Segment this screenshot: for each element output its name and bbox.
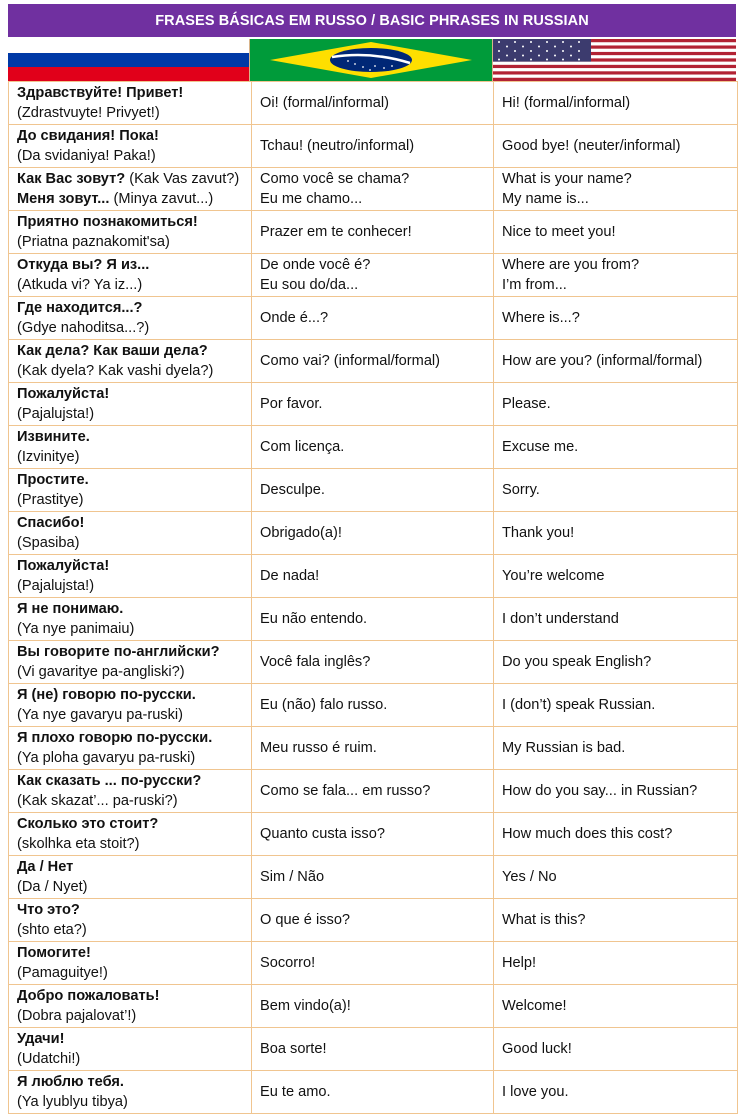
russian-phrase	[17, 1072, 243, 1092]
portuguese-cell	[252, 168, 494, 211]
russian-phrase	[17, 83, 243, 103]
portuguese-phrase: Onde é...?	[260, 310, 329, 326]
table-row	[9, 684, 738, 727]
russian-romanization	[17, 662, 243, 682]
english-phrase: Nice to meet you!	[502, 224, 616, 240]
table-row	[9, 641, 738, 684]
russian-phrase-text: Пожалуйста!	[17, 558, 110, 574]
russia-flag-icon	[8, 39, 250, 81]
english-cell	[494, 684, 738, 727]
portuguese-phrase: Obrigado(a)!	[260, 525, 342, 541]
portuguese-phrase: Eu me chamo...	[260, 191, 363, 207]
english-cell	[494, 1071, 738, 1114]
russian-romanization-text: (Da svidaniya! Paka!)	[17, 148, 156, 164]
english-cell	[494, 641, 738, 684]
russian-cell	[9, 727, 252, 770]
portuguese-phrase: Prazer em te conhecer!	[260, 224, 412, 240]
russian-cell	[9, 684, 252, 727]
portuguese-phrase: Como vai? (informal/formal)	[260, 353, 441, 369]
table-row	[9, 555, 738, 598]
english-phrase: I (don’t) speak Russian.	[502, 697, 656, 713]
russian-phrase-text: Откуда вы? Я из...	[17, 257, 150, 273]
russian-romanization	[17, 834, 243, 854]
russian-phrase	[17, 599, 243, 619]
portuguese-cell	[252, 641, 494, 684]
russian-phrase-text: Спасибо!	[17, 515, 85, 531]
russian-romanization	[17, 748, 243, 768]
russian-phrase-text: Что это?	[17, 902, 80, 918]
portuguese-phrase: Eu sou do/da...	[260, 277, 359, 293]
russian-romanization-text: (Atkuda vi? Ya iz...)	[17, 277, 143, 293]
table-row	[9, 1071, 738, 1114]
russian-phrase-text: Добро пожаловать!	[17, 988, 160, 1004]
russian-phrase-text: Я плохо говорю по-русски.	[17, 730, 213, 746]
portuguese-cell	[252, 426, 494, 469]
portuguese-cell	[252, 1071, 494, 1114]
english-phrase: Welcome!	[502, 998, 567, 1014]
portuguese-cell	[252, 899, 494, 942]
english-cell	[494, 125, 738, 168]
russian-cell	[9, 82, 252, 125]
russian-romanization-text: (Pajalujsta!)	[17, 578, 95, 594]
english-cell	[494, 297, 738, 340]
portuguese-cell	[252, 211, 494, 254]
russian-phrase	[17, 513, 243, 533]
portuguese-cell	[252, 512, 494, 555]
page-title: FRASES BÁSICAS EM RUSSO / BASIC PHRASES IN RUSSIAN	[8, 4, 736, 37]
portuguese-cell	[252, 856, 494, 899]
table-row	[9, 813, 738, 856]
english-cell	[494, 985, 738, 1028]
portuguese-phrase: Sim / Não	[260, 869, 325, 885]
russian-romanization	[17, 920, 243, 940]
russian-romanization-text: (Kak dyela? Kak vashi dyela?)	[17, 363, 214, 379]
russian-phrase-text: До свидания! Пока!	[17, 128, 159, 144]
russian-phrase-text: Простите.	[17, 472, 89, 488]
russian-phrase	[17, 857, 243, 877]
english-phrase: I love you.	[502, 1084, 569, 1100]
portuguese-phrase: Quanto custa isso?	[260, 826, 385, 842]
russian-cell	[9, 899, 252, 942]
portuguese-cell	[252, 340, 494, 383]
russian-phrase-text: Я (не) говорю по-русски.	[17, 687, 196, 703]
russian-romanization	[17, 576, 243, 596]
russian-cell	[9, 598, 252, 641]
russian-romanization-text: (Ya ploha gavaryu pa-ruski)	[17, 750, 196, 766]
russian-phrase-text: Я люблю тебя.	[17, 1074, 124, 1090]
english-cell	[494, 727, 738, 770]
portuguese-cell	[252, 125, 494, 168]
russian-cell	[9, 168, 252, 211]
russian-romanization-inline: (Kak Vas zavut?)	[125, 171, 240, 187]
russian-cell	[9, 813, 252, 856]
russian-cell	[9, 770, 252, 813]
russian-cell	[9, 641, 252, 684]
table-row	[9, 942, 738, 985]
russian-cell	[9, 211, 252, 254]
russian-romanization-text: (Pamaguitye!)	[17, 965, 108, 981]
russian-romanization-text: (Prastitye)	[17, 492, 84, 508]
russian-romanization-inline: (Minya zavut...)	[109, 191, 214, 207]
english-phrase: Good luck!	[502, 1041, 572, 1057]
russian-romanization-text: (Zdrastvuyte! Privyet!)	[17, 105, 160, 121]
portuguese-phrase: Meu russo é ruim.	[260, 740, 377, 756]
flag-header-row	[8, 39, 736, 81]
english-cell	[494, 856, 738, 899]
russian-romanization-text: (Udatchi!)	[17, 1051, 81, 1067]
english-cell	[494, 168, 738, 211]
portuguese-phrase: Por favor.	[260, 396, 323, 412]
table-row	[9, 598, 738, 641]
english-cell	[494, 512, 738, 555]
russian-romanization	[17, 447, 243, 467]
russian-romanization-text: (Pajalujsta!)	[17, 406, 95, 422]
russian-romanization-text: (Gdye nahoditsa...?)	[17, 320, 150, 336]
russian-romanization-text: (Dobra pajalovat’!)	[17, 1008, 137, 1024]
table-row	[9, 899, 738, 942]
table-row	[9, 383, 738, 426]
russian-romanization-text: (Spasiba)	[17, 535, 80, 551]
russian-phrase	[17, 1029, 243, 1049]
english-phrase: What is this?	[502, 912, 586, 928]
english-cell	[494, 82, 738, 125]
portuguese-phrase: De nada!	[260, 568, 320, 584]
table-row	[9, 856, 738, 899]
russian-phrase-text: Удачи!	[17, 1031, 65, 1047]
portuguese-cell	[252, 942, 494, 985]
english-phrase: Sorry.	[502, 482, 540, 498]
table-row	[9, 82, 738, 125]
russian-romanization	[17, 490, 243, 510]
russian-romanization	[17, 103, 243, 123]
table-row	[9, 770, 738, 813]
russian-romanization	[17, 1006, 243, 1026]
portuguese-phrase: Como se fala... em russo?	[260, 783, 431, 799]
russian-phrase	[17, 427, 243, 447]
russian-phrase-text: Сколько это стоит?	[17, 816, 159, 832]
portuguese-phrase: Socorro!	[260, 955, 316, 971]
russian-phrase-text: Как сказать ... по-русски?	[17, 773, 202, 789]
english-phrase: My Russian is bad.	[502, 740, 626, 756]
russian-cell	[9, 383, 252, 426]
russian-phrase	[17, 298, 243, 318]
russian-cell	[9, 426, 252, 469]
portuguese-phrase: Bem vindo(a)!	[260, 998, 351, 1014]
english-phrase: Help!	[502, 955, 537, 971]
russian-romanization	[17, 791, 243, 811]
portuguese-phrase: Tchau! (neutro/informal)	[260, 138, 415, 154]
russian-romanization-text: (Ya nye panimaiu)	[17, 621, 135, 637]
table-row	[9, 211, 738, 254]
russian-cell	[9, 555, 252, 598]
portuguese-cell	[252, 1028, 494, 1071]
russian-romanization	[17, 877, 243, 897]
portuguese-cell	[252, 727, 494, 770]
russian-cell	[9, 297, 252, 340]
english-phrase: Hi! (formal/informal)	[502, 95, 631, 111]
russian-romanization	[17, 404, 243, 424]
portuguese-phrase: Boa sorte!	[260, 1041, 327, 1057]
russian-phrase-text: Пожалуйста!	[17, 386, 110, 402]
russian-romanization-text: (Da / Nyet)	[17, 879, 88, 895]
table-row	[9, 254, 738, 297]
russian-romanization-text: (Izvinitye)	[17, 449, 80, 465]
russian-cell	[9, 340, 252, 383]
portuguese-cell	[252, 297, 494, 340]
russian-romanization-text: (Priatna paznakomit'sa)	[17, 234, 170, 250]
english-phrase: Good bye! (neuter/informal)	[502, 138, 681, 154]
russian-romanization-text: (Kak skazat’... pa-ruski?)	[17, 793, 178, 809]
english-cell	[494, 469, 738, 512]
russian-phrase	[17, 685, 243, 705]
russian-romanization	[17, 705, 243, 725]
english-cell	[494, 383, 738, 426]
portuguese-cell	[252, 82, 494, 125]
russian-phrase	[17, 814, 243, 834]
portuguese-cell	[252, 469, 494, 512]
portuguese-cell	[252, 598, 494, 641]
russian-romanization	[17, 146, 243, 166]
russian-phrase-text: Как Вас зовут?	[17, 171, 126, 187]
portuguese-phrase: O que é isso?	[260, 912, 351, 928]
english-phrase: Where is...?	[502, 310, 580, 326]
russian-romanization	[17, 533, 243, 553]
russian-phrase-text: Как дела? Как ваши дела?	[17, 343, 208, 359]
table-row	[9, 469, 738, 512]
russian-romanization-text: (Vi gavaritye pa-angliski?)	[17, 664, 185, 680]
english-cell	[494, 555, 738, 598]
russian-romanization	[17, 619, 243, 639]
phrases-table-body	[9, 82, 738, 1114]
russian-romanization	[17, 189, 243, 209]
table-row	[9, 168, 738, 211]
russian-phrase-text: Извините.	[17, 429, 90, 445]
table-row	[9, 426, 738, 469]
russian-cell	[9, 856, 252, 899]
russian-romanization	[17, 1092, 243, 1112]
russian-phrase	[17, 642, 243, 662]
table-row	[9, 125, 738, 168]
russian-romanization-text: (Ya nye gavaryu pa-ruski)	[17, 707, 184, 723]
portuguese-cell	[252, 813, 494, 856]
russian-cell	[9, 942, 252, 985]
russian-phrase	[17, 900, 243, 920]
russian-romanization	[17, 361, 243, 381]
english-cell	[494, 598, 738, 641]
russian-phrase	[17, 384, 243, 404]
english-cell	[494, 899, 738, 942]
russian-phrase	[17, 341, 243, 361]
portuguese-cell	[252, 254, 494, 297]
russian-romanization	[17, 275, 243, 295]
russian-phrase	[17, 255, 243, 275]
english-phrase: Thank you!	[502, 525, 575, 541]
english-phrase: Do you speak English?	[502, 654, 652, 670]
phrases-table	[8, 81, 738, 1114]
portuguese-phrase: Com licença.	[260, 439, 345, 455]
english-cell	[494, 254, 738, 297]
table-row	[9, 512, 738, 555]
english-phrase: Where are you from?	[502, 257, 640, 273]
portuguese-cell	[252, 383, 494, 426]
table-row	[9, 727, 738, 770]
russian-phrase	[17, 126, 243, 146]
english-phrase: My name is...	[502, 191, 589, 207]
russian-phrase-text: Да / Нет	[17, 859, 74, 875]
russian-cell	[9, 512, 252, 555]
russian-phrase	[17, 212, 243, 232]
english-cell	[494, 770, 738, 813]
english-phrase: Please.	[502, 396, 551, 412]
russian-romanization	[17, 963, 243, 983]
english-phrase: How do you say... in Russian?	[502, 783, 698, 799]
russian-romanization-text: Меня зовут...	[17, 191, 110, 207]
portuguese-phrase: Como você se chama?	[260, 171, 410, 187]
english-phrase: You’re welcome	[502, 568, 605, 584]
russian-romanization-text: (Ya lyublyu tibya)	[17, 1094, 128, 1110]
portuguese-cell	[252, 985, 494, 1028]
english-cell	[494, 942, 738, 985]
english-phrase: What is your name?	[502, 171, 632, 187]
portuguese-phrase: Eu não entendo.	[260, 611, 368, 627]
russian-phrase-text: Помогите!	[17, 945, 91, 961]
portuguese-phrase: Você fala inglês?	[260, 654, 371, 670]
portuguese-phrase: Eu (não) falo russo.	[260, 697, 388, 713]
english-cell	[494, 1028, 738, 1071]
portuguese-cell	[252, 770, 494, 813]
usa-flag-icon	[493, 39, 736, 81]
russian-phrase-text: Я не понимаю.	[17, 601, 124, 617]
table-row	[9, 297, 738, 340]
table-row	[9, 985, 738, 1028]
russian-cell	[9, 254, 252, 297]
portuguese-phrase: De onde você é?	[260, 257, 371, 273]
russian-cell	[9, 125, 252, 168]
portuguese-cell	[252, 555, 494, 598]
russian-romanization-text: (shto eta?)	[17, 922, 87, 938]
russian-phrase	[17, 771, 243, 791]
russian-phrase	[17, 728, 243, 748]
russian-romanization	[17, 318, 243, 338]
table-row	[9, 340, 738, 383]
russian-phrase	[17, 986, 243, 1006]
english-cell	[494, 426, 738, 469]
portuguese-cell	[252, 684, 494, 727]
russian-phrase	[17, 470, 243, 490]
russian-romanization	[17, 232, 243, 252]
portuguese-phrase: Eu te amo.	[260, 1084, 331, 1100]
table-row	[9, 1028, 738, 1071]
english-phrase: Excuse me.	[502, 439, 579, 455]
russian-romanization-text: (skolhka eta stoit?)	[17, 836, 140, 852]
english-phrase: I don’t understand	[502, 611, 619, 627]
russian-phrase-text: Где находится...?	[17, 300, 143, 316]
russian-phrase	[17, 943, 243, 963]
english-phrase: How much does this cost?	[502, 826, 673, 842]
brazil-flag-icon	[250, 39, 492, 81]
russian-phrase-text: Приятно познакомиться!	[17, 214, 198, 230]
russian-cell	[9, 985, 252, 1028]
russian-phrase-text: Здравствуйте! Привет!	[17, 85, 184, 101]
russian-phrase	[17, 556, 243, 576]
english-cell	[494, 211, 738, 254]
english-cell	[494, 340, 738, 383]
russian-cell	[9, 1028, 252, 1071]
russian-phrase-text: Вы говорите по-английски?	[17, 644, 220, 660]
portuguese-phrase: Desculpe.	[260, 482, 325, 498]
english-phrase: Yes / No	[502, 869, 557, 885]
russian-romanization	[17, 1049, 243, 1069]
portuguese-phrase: Oi! (formal/informal)	[260, 95, 389, 111]
russian-cell	[9, 1071, 252, 1114]
english-cell	[494, 813, 738, 856]
russian-cell	[9, 469, 252, 512]
english-phrase: How are you? (informal/formal)	[502, 353, 703, 369]
russian-phrase	[17, 169, 243, 189]
english-phrase: I’m from...	[502, 277, 567, 293]
